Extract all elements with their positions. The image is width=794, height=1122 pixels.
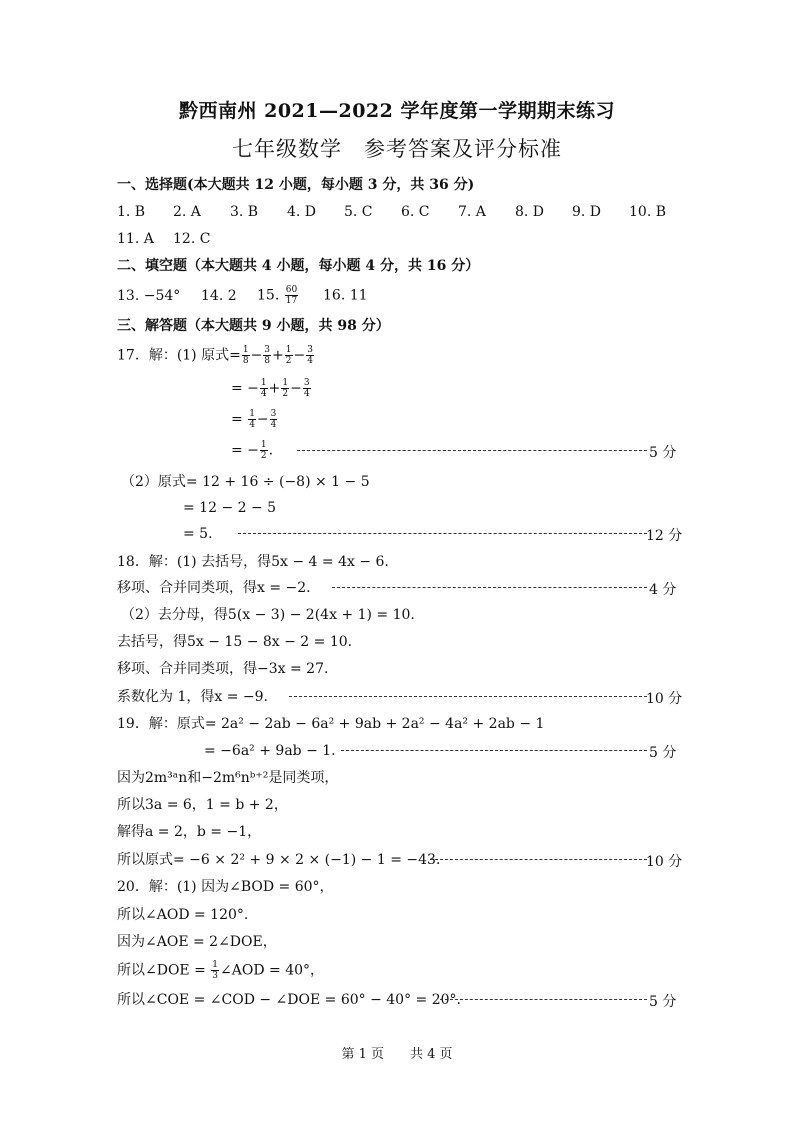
q17-line1: 17．解：(1) 原式= $\frac{1}{8}$ − $\frac{3}{8}$ + $\frac{1}{2}$ − $\frac{3}{4}$ <box>117 345 313 366</box>
score-label: 10 分 <box>646 854 683 870</box>
q20-line2: 所以∠AOD = 120°. <box>117 907 249 923</box>
answer-9: 9. D <box>572 204 602 220</box>
q19-line1: 19．解：原式= 2a² − 2ab − 6a² + 9ab + 2a² − 4a² + 2ab − 1 <box>117 716 545 732</box>
answer-14: 14. 2 <box>201 287 237 304</box>
q19-line4: 所以3a = 6，1 = b + 2， <box>117 797 288 813</box>
q20-line5: 所以∠COE = ∠COD − ∠DOE = 60° − 40° = 20°. <box>117 992 461 1008</box>
q17-part2-line1: （2）原式= 12 + 16 ÷ (−8) × 1 − 5 <box>121 474 370 490</box>
q17-line2: = − $\frac{1}{4}$ + $\frac{1}{2}$ − $\frac{3}{4}$ <box>231 378 310 399</box>
fill-answers-row <box>117 285 368 306</box>
q17-line4: = − $\frac{1}{2}$ . <box>231 440 274 461</box>
answer-8: 8. D <box>515 204 545 220</box>
answer-13: 13. −54° <box>117 287 181 304</box>
q20-line4: 所以∠DOE = $\frac{1}{3}$ ∠AOD = 40°， <box>117 960 325 981</box>
q19-line2: = −6a² + 9ab − 1. <box>204 743 336 759</box>
score-leader <box>332 587 647 588</box>
q17-part2-line2: = 12 − 2 − 5 <box>183 500 277 516</box>
score-leader <box>297 450 647 451</box>
answer-3: 3. B <box>230 204 259 220</box>
score-label: 5 分 <box>649 745 677 761</box>
answer-5: 5. C <box>344 204 373 220</box>
score-leader <box>289 696 647 697</box>
q18-line6: 系数化为 1，得x = −9. <box>117 689 268 705</box>
answer-4: 4. D <box>287 204 317 220</box>
q17-part2-line3: = 5. <box>183 526 213 542</box>
score-leader <box>440 999 647 1000</box>
answer-11: 11. A <box>117 231 154 247</box>
score-label: 10 分 <box>646 691 683 707</box>
choice-answers-row1 <box>117 202 666 222</box>
page-footer: 第 1 页 共 4 页 <box>341 1047 453 1062</box>
score-label: 5 分 <box>649 445 677 461</box>
score-leader <box>341 750 647 751</box>
q20-line3: 因为∠AOE = 2∠DOE， <box>117 934 277 950</box>
q19-line3: 因为2m³ᵃn和−2m⁶nᵇ⁺²是同类项， <box>117 770 339 786</box>
answer-12: 12. C <box>173 231 211 247</box>
page-subtitle: 七年级数学 参考答案及评分标准 <box>232 137 562 161</box>
answer-2: 2. A <box>173 204 201 220</box>
q19-line6: 所以原式= −6 × 2² + 9 × 2 × (−1) − 1 = −43. <box>117 852 441 868</box>
section-heading-choice: 一、选择题(本大题共 12 小题，每小题 3 分，共 36 分) <box>117 177 475 193</box>
score-leader <box>238 533 647 534</box>
q18-line5: 移项、合并同类项，得−3x = 27. <box>117 661 329 677</box>
q18-line4: 去括号，得5x − 15 − 8x − 2 = 10. <box>117 634 353 650</box>
q18-line3: （2）去分母，得5(x − 3) − 2(4x + 1) = 10. <box>121 607 415 623</box>
section-heading-solve: 三、解答题（本大题共 9 小题，共 98 分） <box>117 318 390 334</box>
q20-line1: 20．解：(1) 因为∠BOD = 60°， <box>117 879 334 895</box>
q17-line3: = $\frac{1}{4}$ − $\frac{3}{4}$ <box>231 409 277 430</box>
q18-line2: 移项、合并同类项，得x = −2. <box>117 580 311 596</box>
section-heading-fill: 二、填空题（本大题共 4 小题，每小题 4 分，共 16 分） <box>117 258 480 274</box>
answer-10: 10. B <box>629 204 667 220</box>
choice-answers-row2 <box>117 229 210 249</box>
answer-16: 16. 11 <box>323 287 368 304</box>
answer-1: 1. B <box>117 204 146 220</box>
score-leader <box>430 859 647 860</box>
answer-15: 15. $\frac{60}{17}$ <box>257 285 298 306</box>
answer-6: 6. C <box>401 204 430 220</box>
page-title: 黔西南州 2021—2022 学年度第一学期期末练习 <box>179 100 615 122</box>
score-label: 4 分 <box>649 582 677 598</box>
score-label: 5 分 <box>649 994 677 1010</box>
q19-line5: 解得a = 2，b = −1， <box>117 824 262 840</box>
answer-7: 7. A <box>458 204 486 220</box>
q18-line1: 18．解：(1) 去括号，得5x − 4 = 4x − 6. <box>117 554 389 570</box>
score-label: 12 分 <box>646 528 683 544</box>
